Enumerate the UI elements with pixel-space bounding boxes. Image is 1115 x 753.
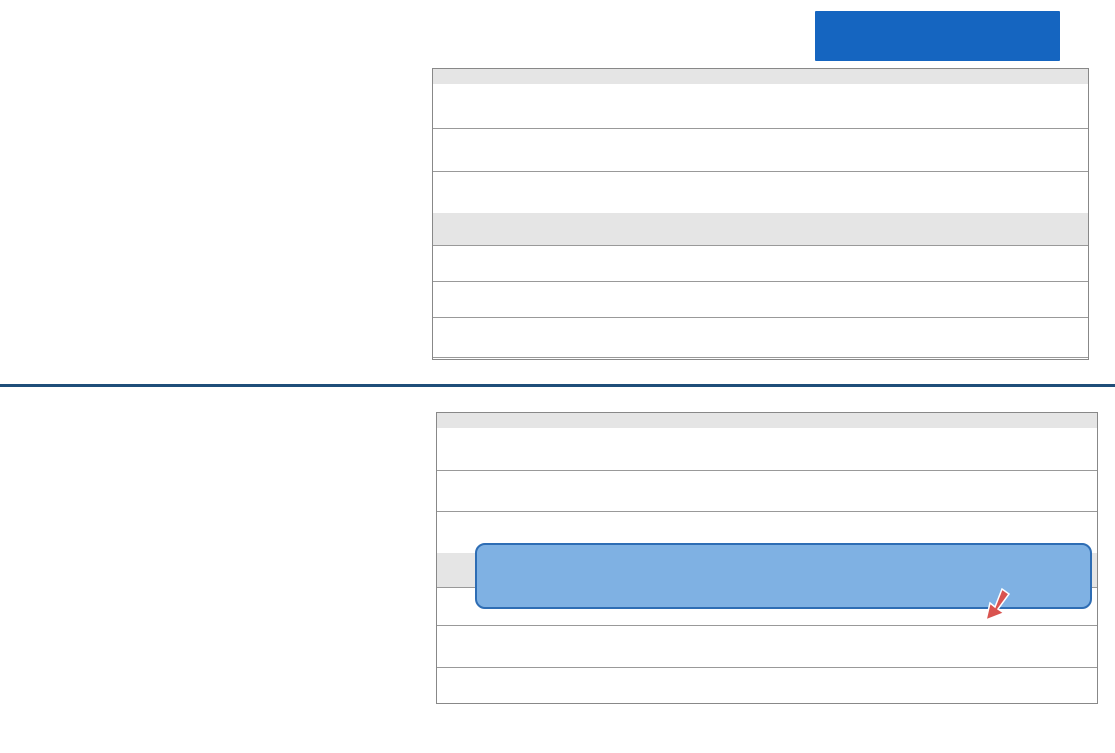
date-row-1	[433, 84, 1088, 129]
date-row-2	[433, 128, 1088, 172]
date-row-2	[437, 470, 1097, 512]
entry-row-2	[437, 667, 1097, 704]
example-button[interactable]	[815, 11, 1060, 61]
form-example1	[432, 68, 1089, 360]
entry-row-2	[433, 317, 1088, 358]
example-row	[433, 245, 1088, 282]
entry-row-1	[437, 625, 1097, 668]
entry-row-1	[433, 281, 1088, 318]
section-divider	[0, 384, 1115, 387]
date-row-3	[433, 171, 1088, 214]
arrow-down-icon	[982, 587, 1012, 623]
form-header	[433, 69, 1088, 84]
date-row-1	[437, 428, 1097, 471]
form-header	[437, 413, 1097, 428]
form-mid-section	[433, 213, 1088, 246]
